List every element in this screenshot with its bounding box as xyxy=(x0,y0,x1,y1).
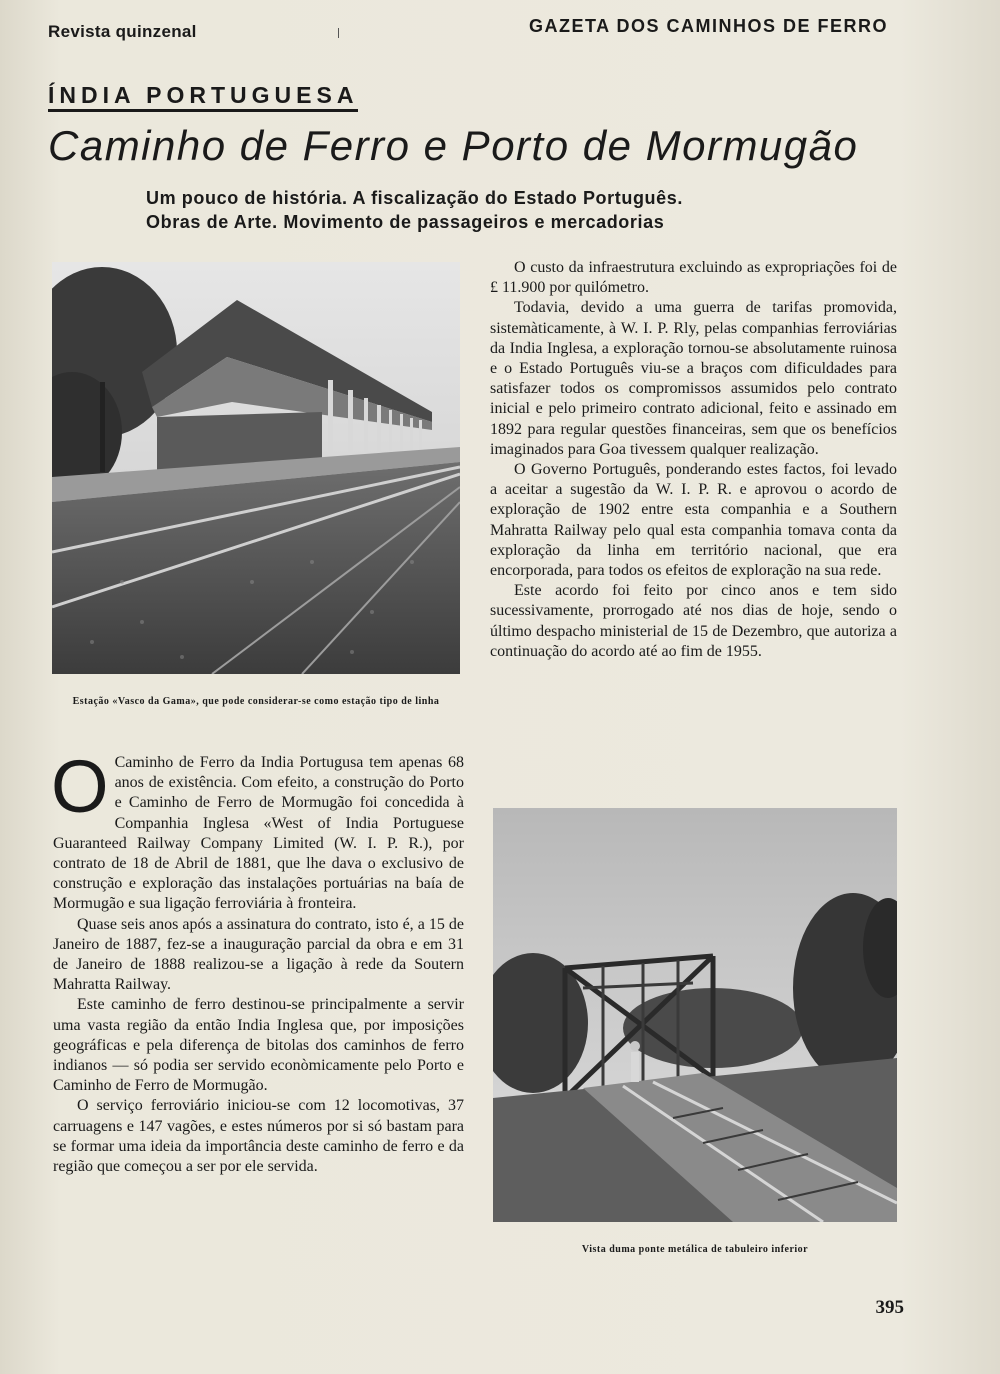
article-subtitle xyxy=(146,186,846,234)
drop-cap: O xyxy=(51,745,109,828)
subtitle-line-2: Obras de Arte. Movimento de passageiros e mercadorias xyxy=(146,212,665,232)
right-paragraph-1: O custo da infraestrutura excluindo as expropriações foi de £ 11.900 por quilómetro. xyxy=(490,259,897,297)
left-paragraph-3: Este caminho de ferro destinou-se principalmente a servir uma vasta região da então India Inglesa que, por imposições geográficas e pela diferença de bitolas dos caminhos de ferro indianos — só podia ser servido econòmicamente pelo Porto e Caminho de Ferro de Mormugão. xyxy=(53,996,464,1095)
station-photo xyxy=(52,262,460,674)
left-paragraph-4: O serviço ferroviário iniciou-se com 12 locomotivas, 37 carruagens e 147 vagões, e estes números por si só bastam para se formar uma ideia da importância deste caminho de ferro e da região que começou a ser por ele servida. xyxy=(53,1097,464,1176)
header-tick-mark xyxy=(338,28,339,38)
section-heading: ÍNDIA PORTUGUESA xyxy=(48,82,358,112)
left-column xyxy=(51,745,464,1177)
right-paragraph-3: O Governo Português, ponderando estes factos, foi levado a aceitar a sugestão da W. I. P. R. e aprovou o acordo de exploração de 1902 entre esta companhia e a Southern Mahratta Railway pelo qual esta companhia tomava conta da exploração da linha em território nacional, que era encorporada, para todos os efeitos de exploração na sua rede. xyxy=(490,461,897,580)
left-paragraph-2: Quase seis anos após a assinatura do contrato, isto é, a 15 de Janeiro de 1887, fez-se a inauguração parcial da obra e em 31 de Janeiro de 1888 realizou-se a ligação à rede da Soutern Mahratta Railway. xyxy=(53,915,464,994)
right-paragraph-4: Este acordo foi feito por cinco anos e tem sido sucessivamente, prorrogado até nos dias de hoje, sendo o último despacho ministerial de 15 de Dezembro, que autoriza a continuação do acordo até ao fim de 1955. xyxy=(490,582,897,660)
page-number: 395 xyxy=(875,1297,904,1318)
subtitle-line-1: Um pouco de história. A fiscalização do Estado Português. xyxy=(146,188,683,208)
bridge-photo xyxy=(493,808,897,1222)
header-periodicity: Revista quinzenal xyxy=(48,22,197,41)
right-paragraph-2: Todavia, devido a uma guerra de tarifas promovida, sistemàticamente, à W. I. P. Rly, pelas companhias ferroviárias da India Inglesa, a exploração tornou-se absolutamente ruinosa e o Estado Português viu-se a braços com dificuldades para satisfazer todos os compromissos assumidos pelo contrato inicial e pelo primeiro contrato adicional, feito e assinado em 1892 para regular questões financeiras, sem que os benefícios imaginados para Goa tivessem qualquer realização. xyxy=(490,299,897,458)
left-paragraph-1: Caminho de Ferro da India Portugusa tem apenas 68 anos de existência. Com efeito, a construção do Porto e Caminho de Ferro de Mormugão foi concedida à Companhia Inglesa «West of India Portuguese Guaranteed Railway Company Limited (W. I. P. R.), por contrato de 18 de Abril de 1881, que lhe dava o exclusivo de construção e exploração das instalações portuárias na baía de Mormugão e sua ligação ferroviária à fronteira. xyxy=(53,754,464,913)
right-column xyxy=(490,258,897,662)
article-title: Caminho de Ferro e Porto de Mormugão xyxy=(48,122,859,169)
station-photo-caption: Estação «Vasco da Gama», que pode considerar-se como estação tipo de linha xyxy=(72,696,440,707)
header-magazine-title: GAZETA DOS CAMINHOS DE FERRO xyxy=(528,16,888,36)
bridge-photo-caption: Vista duma ponte metálica de tabuleiro inferior xyxy=(581,1244,809,1255)
